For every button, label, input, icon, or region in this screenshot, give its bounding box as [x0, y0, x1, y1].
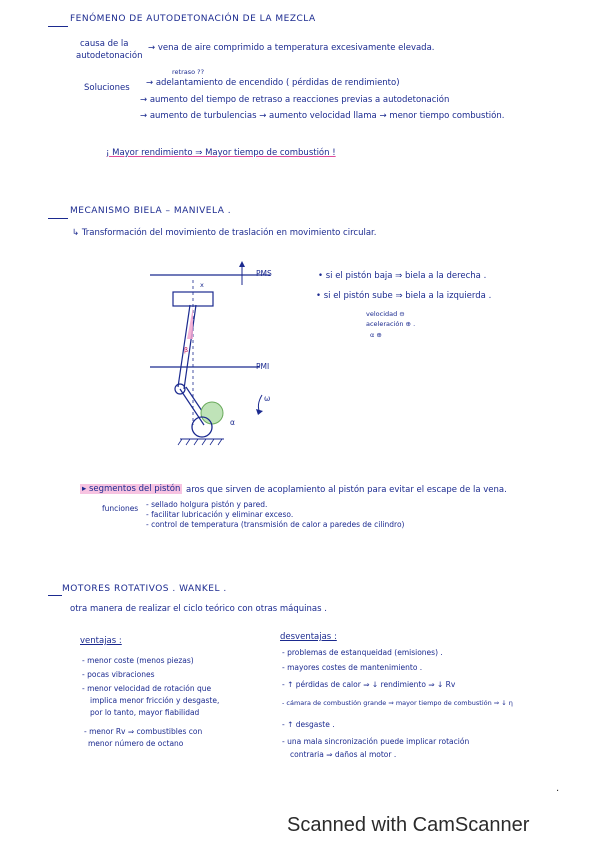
diagram-note: • si el pistón sube ⇒ biela a la izquierda . — [316, 291, 492, 301]
ventaja-item: por lo tanto, mayor fiabilidad — [90, 708, 200, 717]
funcion-item: - control de temperatura (transmisión de calor a paredes de cilindro) — [146, 520, 405, 529]
desventaja-item: - ↑ desgaste . — [282, 720, 335, 729]
diagram-note: velocidad ⊖ — [366, 310, 405, 318]
desventaja-item: - una mala sincronización puede implicar rotación — [282, 737, 470, 746]
solution-item: → aumento del tiempo de retraso a reacciones previas a autodetonación — [140, 95, 450, 105]
desventaja-item: contraria ⇒ daños al motor . — [290, 750, 397, 759]
solution-item: → aumento de turbulencias → aumento velocidad llama → menor tiempo combustión. — [140, 111, 505, 121]
crankshaft — [192, 417, 212, 437]
arrow-head — [239, 261, 245, 267]
desventaja-item: - ↑ pérdidas de calor ⇒ ↓ rendimiento ⇒ ↓ Rv — [282, 680, 456, 689]
x-label: x — [200, 281, 204, 289]
ventaja-item: - menor coste (menos piezas) — [82, 656, 194, 665]
desventaja-item: - cámara de combustión grande ⇒ mayor tiempo de combustión ⇒ ↓ η — [282, 699, 513, 707]
funcion-item: - sellado holgura pistón y pared. — [146, 500, 268, 509]
ventajas-title: ventajas : — [80, 636, 122, 646]
cause-text: → vena de aire comprimido a temperatura excesivamente elevada. — [148, 43, 435, 53]
diagram-note: • si el pistón baja ⇒ biela a la derecha . — [318, 271, 487, 281]
desventaja-item: - problemas de estanqueidad (emisiones) . — [282, 648, 443, 657]
crank-mechanism-diagram — [150, 255, 300, 455]
diagram-note: α ⊕ — [370, 331, 382, 339]
dot-mark: · — [556, 786, 560, 797]
segmentos-label — [80, 484, 182, 494]
diagram-note: aceleración ⊕ . — [366, 320, 416, 328]
section-rule — [48, 595, 62, 596]
solution-item: → adelantamiento de encendido ( pérdidas de rendimiento) — [146, 78, 400, 88]
section-rule — [48, 26, 68, 27]
solutions-label: Soluciones — [84, 83, 130, 93]
desventajas-title: desventajas : — [280, 632, 337, 642]
funcion-item: - facilitar lubricación y eliminar exceso. — [146, 510, 294, 519]
section-title-autodetonacion: FENÓMENO DE AUTODETONACIÓN DE LA MEZCLA — [70, 14, 316, 24]
counterweight — [201, 402, 223, 424]
funciones-label: funciones — [102, 504, 139, 513]
omega-label: ω — [264, 394, 271, 403]
cause-label: causa de la — [80, 39, 129, 49]
biela-intro: ↳ Transformación del movimiento de traslación en movimiento circular. — [72, 228, 377, 238]
ventaja-item: - menor velocidad de rotación que — [82, 684, 212, 693]
camscanner-watermark: Scanned with CamScanner — [287, 814, 530, 836]
section-rule — [48, 218, 68, 219]
highlight-conclusion: ¡ Mayor rendimiento ⇒ Mayor tiempo de combustión ! — [106, 148, 336, 158]
segmentos-text: aros que sirven de acoplamiento al pistón para evitar el escape de la vena. — [186, 485, 507, 495]
desventaja-item: - mayores costes de mantenimiento . — [282, 663, 423, 672]
wankel-intro: otra manera de realizar el ciclo teórico con otras máquinas . — [70, 604, 327, 614]
ventaja-item: - pocas vibraciones — [82, 670, 155, 679]
section-title-biela-manivela: MECANISMO BIELA – MANIVELA . — [70, 206, 232, 216]
cause-label-2: autodetonación — [76, 51, 143, 61]
pmi-label: PMI — [256, 362, 270, 371]
retraso-note: retraso ?? — [172, 68, 205, 76]
beta-label: β — [184, 346, 189, 354]
section-title-wankel: MOTORES ROTATIVOS . WANKEL . — [62, 584, 227, 594]
crank-arm — [180, 389, 204, 425]
ventaja-item: implica menor fricción y desgaste, — [90, 696, 220, 705]
alpha-label: α — [230, 418, 235, 427]
ventaja-item: menor número de octano — [88, 739, 184, 748]
ventaja-item: - menor Rv ⇒ combustibles con — [84, 727, 203, 736]
segmentos-highlight: ▸ segmentos del pistón — [82, 484, 181, 494]
pms-label: PMS — [256, 269, 272, 278]
